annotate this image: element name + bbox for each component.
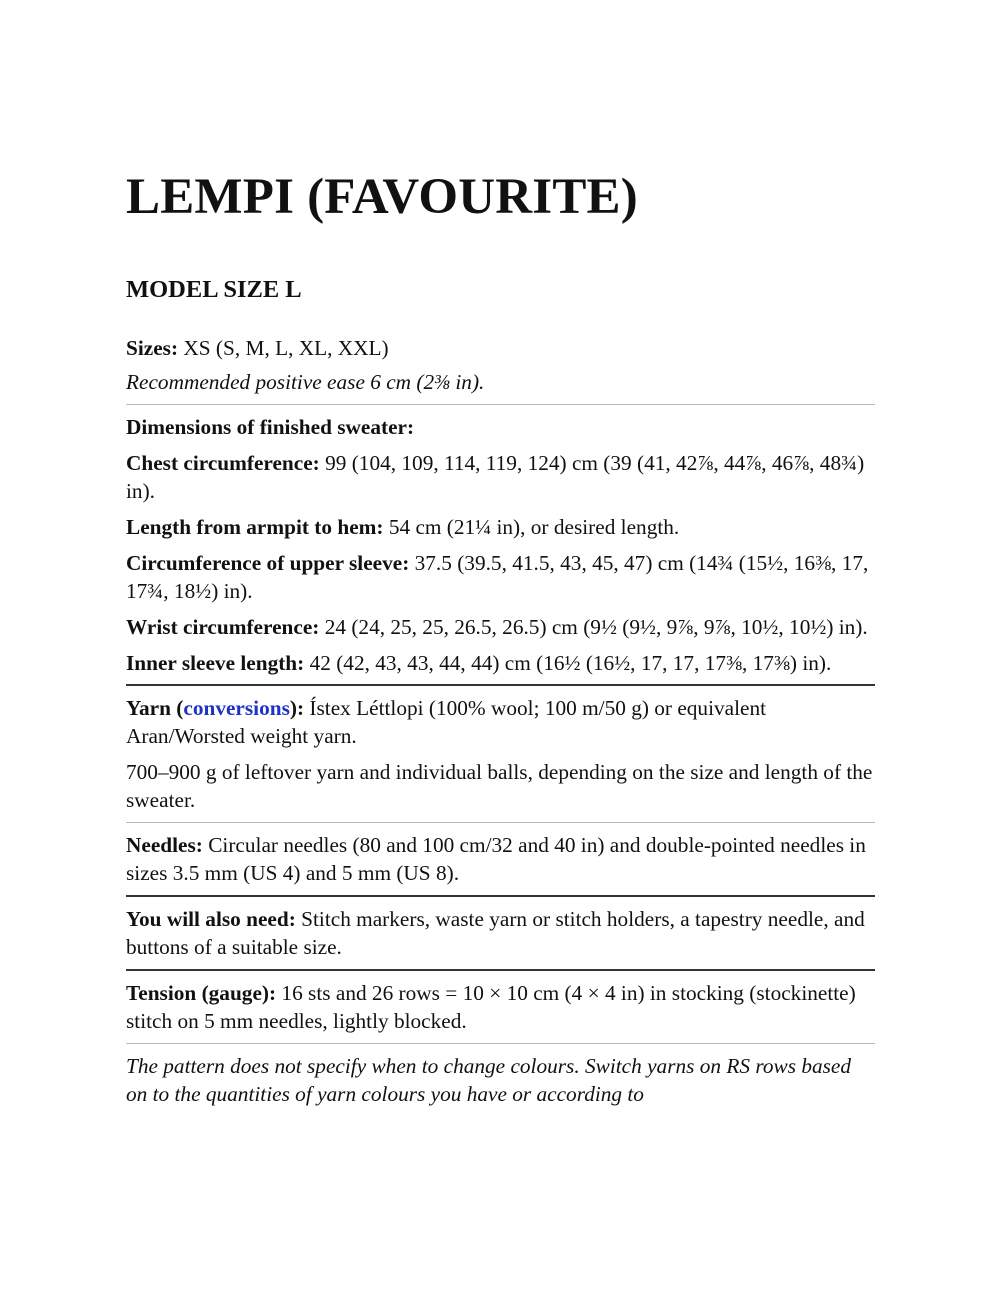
yarn-label-end: ): <box>289 696 305 720</box>
inner-sleeve-label: Inner sleeve length: <box>126 651 305 675</box>
sizes-value: XS (S, M, L, XL, XXL) <box>183 336 389 360</box>
tension-line <box>126 979 875 1035</box>
pattern-details <box>126 334 875 1108</box>
dimensions-heading-text: Dimensions of finished sweater: <box>126 415 415 439</box>
needles-label: Needles: <box>126 833 203 857</box>
page-title: LEMPI (FAVOURITE) <box>126 169 638 225</box>
wrist-circumference <box>126 613 875 641</box>
divider <box>126 822 875 823</box>
conversions-link[interactable]: conversions <box>183 696 290 720</box>
colour-change-note: The pattern does not specify when to change colours. Switch yarns on RS rows based on to the quantities of yarn colours you have or according to <box>126 1054 852 1106</box>
tension-label: Tension (gauge): <box>126 981 277 1005</box>
length-value: 54 cm (21¼ in), or desired length. <box>388 515 680 539</box>
yarn-amount: 700–900 g of leftover yarn and individual balls, depending on the size and length of the sweater. <box>126 760 873 812</box>
tension-value: 16 sts and 26 rows = 10 × 10 cm (4 × 4 in) in stocking (stockinette) stitch on 5 mm needles, lightly blocked. <box>126 981 856 1033</box>
upper-sleeve-label: Circumference of upper sleeve: <box>126 551 410 575</box>
needles-line <box>126 831 875 887</box>
chest-circumference <box>126 449 875 505</box>
inner-sleeve-length <box>126 649 875 677</box>
chest-value: 99 (104, 109, 114, 119, 124) cm (39 (41, 42⅞, 44⅞, 46⅞, 48¾) in). <box>126 451 865 503</box>
divider <box>126 404 875 405</box>
yarn-value: Ístex Léttlopi (100% wool; 100 m/50 g) or equivalent Aran/Worsted weight yarn. <box>126 696 767 748</box>
upper-sleeve-circumference <box>126 549 875 605</box>
yarn-label-start: Yarn ( <box>126 696 184 720</box>
divider <box>126 1043 875 1044</box>
needles-value: Circular needles (80 and 100 cm/32 and 40 in) and double-pointed needles in sizes 3.5 mm (US 4) and 5 mm (US 8). <box>126 833 866 885</box>
length-label: Length from armpit to hem: <box>126 515 384 539</box>
inner-sleeve-value: 42 (42, 43, 43, 44, 44) cm (16½ (16½, 17, 17, 17⅜, 17⅜) in). <box>309 651 832 675</box>
sizes-line <box>126 334 875 362</box>
length-armpit-hem <box>126 513 875 541</box>
upper-sleeve-value: 37.5 (39.5, 41.5, 43, 45, 47) cm (14¾ (15½, 16⅜, 17, 17¾, 18½) in). <box>126 551 869 603</box>
ease-note: Recommended positive ease 6 cm (2⅜ in). <box>126 370 485 394</box>
sizes-label: Sizes: <box>126 336 179 360</box>
dimensions-heading <box>126 413 875 441</box>
yarn-line <box>126 694 875 750</box>
model-size-heading: MODEL SIZE L <box>126 276 302 303</box>
wrist-label: Wrist circumference: <box>126 615 320 639</box>
wrist-value: 24 (24, 25, 25, 26.5, 26.5) cm (9½ (9½, 9⅞, 9⅞, 10½, 10½) in). <box>324 615 868 639</box>
divider <box>126 684 875 686</box>
divider <box>126 969 875 971</box>
also-need-value: Stitch markers, waste yarn or stitch holders, a tapestry needle, and buttons of a suitable size. <box>126 907 865 959</box>
also-need-label: You will also need: <box>126 907 296 931</box>
divider <box>126 895 875 897</box>
also-need-line <box>126 905 875 961</box>
chest-label: Chest circumference: <box>126 451 320 475</box>
